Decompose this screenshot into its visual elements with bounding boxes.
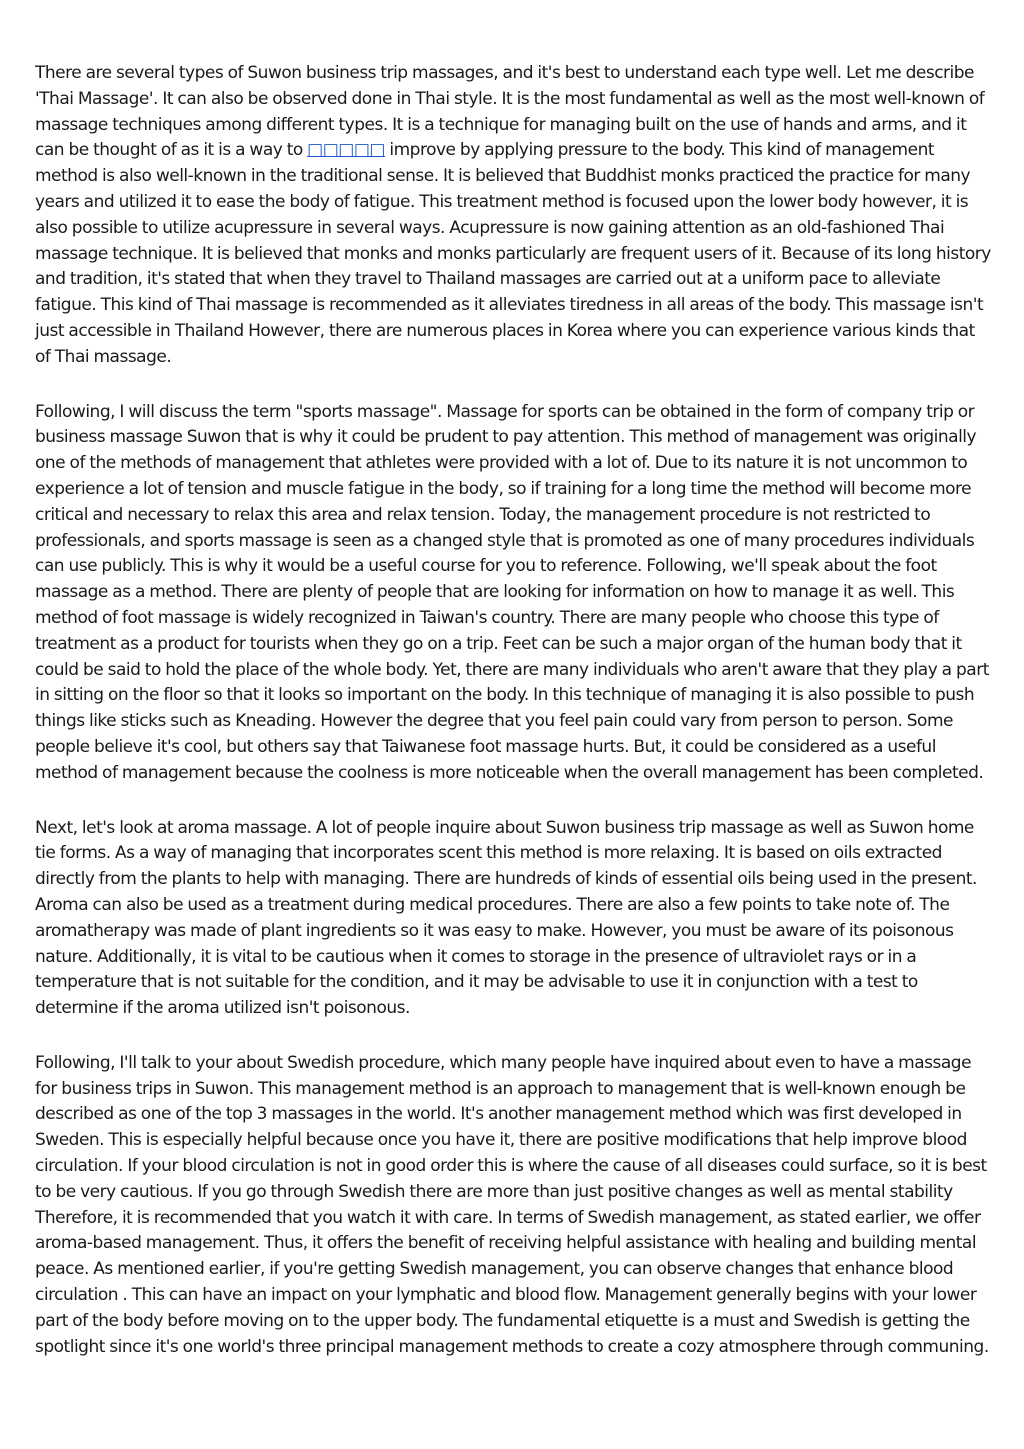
paragraph-thai-massage	[35, 61, 993, 371]
paragraph-swedish-massage: Following, I'll talk to your about Swedish procedure, which many people have inquired about even to have a massage for business trips in Suwon. This management method is an approach to management that is well-known enough be described as one of the top 3 massages in the world. It's another management method which was first developed in Sweden. This is especially helpful because once you have it, there are positive modifications that help improve blood circulation. If your blood circulation is not in good order this is where the cause of all diseases could surface, so it is best to be very cautious. If you go through Swedish there are more than just positive changes as well as mental stability Therefore, it is recommended that you watch it with care. In terms of Swedish management, as stated earlier, we offer aroma-based management. Thus, it offers the benefit of receiving helpful assistance with healing and building mental peace. As mentioned earlier, if you're getting Swedish management, you can observe changes that enhance blood circulation . This can have an impact on your lymphatic and blood flow. Management generally begins with your lower part of the body before moving on to the upper body. The fundamental etiquette is a must and Swedish is getting the spotlight since it's one world's three principal management methods to create a cozy atmosphere through communing.	[35, 1052, 989, 1357]
paragraph-text: improve by applying pressure to the body. This kind of management method is also well-known in the traditional sense. It is believed that Buddhist monks practiced the practice for many years and utilized it to ease the body of fatigue. This treatment method is focused upon the lower body however, it is also possible to utilize acupressure in several ways. Acupressure is now gaining attention as an old-fashioned Thai massage technique. It is believed that monks and monks particularly are frequent users of it. Because of its long history and tradition, it's stated that when they travel to Thailand massages are carried out at a uniform pace to alleviate fatigue. This kind of Thai massage is recommended as it alleviates tiredness in all areas of the body. This massage isn't just accessible in Thailand However, there are numerous places in Korea where you can experience various kinds that of Thai massage.	[35, 140, 991, 367]
paragraph-text: There are several types of Suwon business trip massages, and it's best to understand each type well. Let me describe 'Thai Massage'. It can also be observed done in Thai style. It is the most fundamental as well as the most well-known of massage techniques among different types. It is a technique for managing built on the use of hands and arms, and it can be thought of as it is a way to	[35, 63, 985, 161]
inline-link[interactable]: □□□□□	[307, 140, 385, 161]
article-body	[35, 61, 993, 1389]
paragraph-sports-massage: Following, I will discuss the term "sports massage". Massage for sports can be obtained in the form of company trip or business massage Suwon that is why it could be prudent to pay attention. This method of management was originally one of the methods of management that athletes were provided with a lot of. Due to its nature it is not uncommon to experience a lot of tension and muscle fatigue in the body, so if training for a long time the method will become more critical and necessary to relax this area and relax tension. Today, the management procedure is not restricted to professionals, and sports massage is seen as a changed style that is promoted as one of many procedures individuals can use publicly. This is why it would be a useful course for you to reference. Following, we'll speak about the foot massage as a method. There are plenty of people that are looking for information on how to manage it as well. This method of foot massage is widely recognized in Taiwan's country. There are many people who choose this type of treatment as a product for tourists when they go on a trip. Feet can be such a major organ of the human body that it could be said to hold the place of the whole body. Yet, there are many individuals who aren't aware that they play a part in sitting on the floor so that it looks so important on the body. In this technique of managing it is also possible to push things like sticks such as Kneading. However the degree that you feel pain could vary from person to person. Some people believe it's cool, but others say that Taiwanese foot massage hurts. But, it could be considered as a useful method of management because the coolness is more noticeable when the overall management has been completed.	[35, 401, 989, 783]
paragraph-aroma-massage: Next, let's look at aroma massage. A lot of people inquire about Suwon business trip massage as well as Suwon home tie forms. As a way of managing that incorporates scent this method is more relaxing. It is based on oils extracted directly from the plants to help with managing. There are hundreds of kinds of essential oils being used in the present. Aroma can also be used as a treatment during medical procedures. There are also a few points to take note of. The aromatherapy was made of plant ingredients so it was easy to make. However, you must be aware of its poisonous nature. Additionally, it is vital to be cautious when it comes to storage in the presence of ultraviolet rays or in a temperature that is not suitable for the condition, and it may be advisable to use it in conjunction with a test to determine if the aroma utilized isn't poisonous.	[35, 817, 977, 1019]
